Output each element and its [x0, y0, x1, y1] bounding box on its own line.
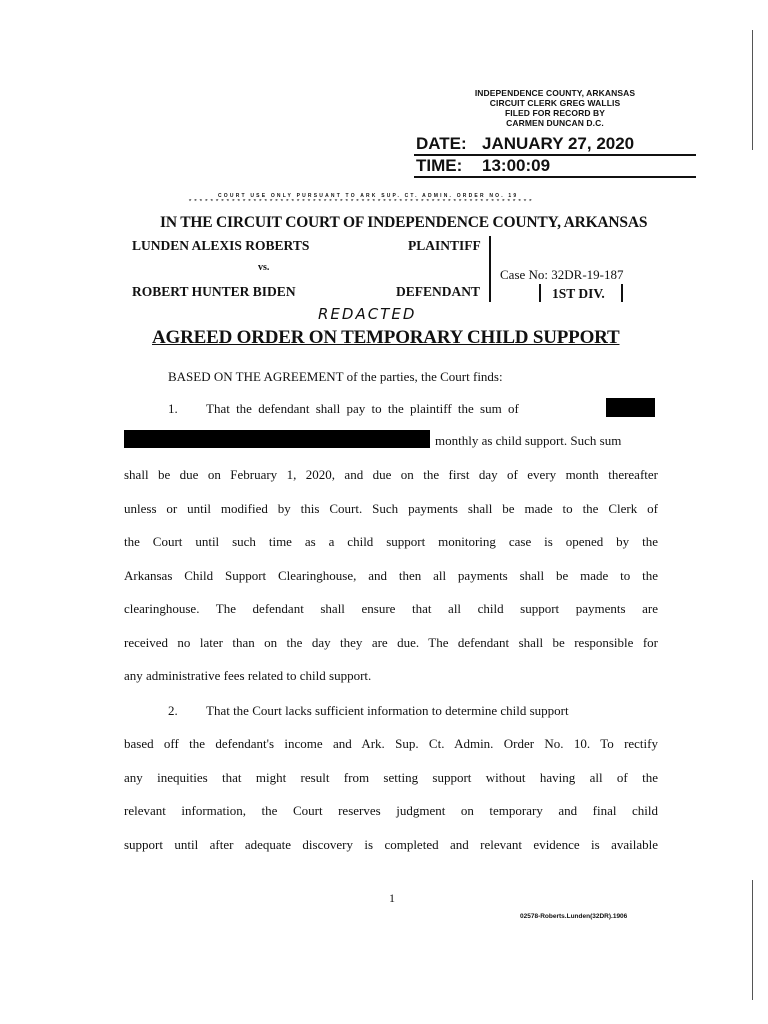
stamp-line-clerk: CIRCUIT CLERK GREG WALLIS [489, 98, 621, 108]
body-line: shall be due on February 1, 2020, and due on the first day of every month thereafter [124, 467, 658, 482]
star-divider: **************************************************************** [188, 199, 534, 207]
page-number: 1 [389, 891, 395, 905]
paragraph-1-line-1: That the defendant shall pay to the plaintiff the sum of [206, 401, 519, 416]
division: 1ST DIV. [552, 286, 605, 301]
time-label: TIME: [416, 156, 463, 175]
body-line: Arkansas Child Support Clearinghouse, and then all payments shall be made to the [124, 567, 658, 583]
body-line: unless or until modified by this Court. Such payments shall be made to the Clerk of [124, 500, 658, 516]
scan-edge-mark [752, 880, 753, 1000]
filing-time [416, 156, 550, 176]
body-line: clearinghouse. The defendant shall ensure that all child support payments are [124, 601, 658, 616]
plaintiff-name: LUNDEN ALEXIS ROBERTS [132, 238, 310, 253]
versus-label: vs. [258, 262, 270, 273]
stamp-line-county: INDEPENDENCE COUNTY, ARKANSAS [474, 88, 636, 98]
scan-edge-mark [752, 30, 753, 150]
body-line: any inequities that might result from setting support without having all of the [124, 769, 658, 785]
caption-divider [489, 236, 491, 302]
body-line: the Court until such time as a child support monitoring case is opened by the [124, 534, 658, 549]
paragraph-2-number: 2. [168, 703, 178, 718]
court-use-line: COURT USE ONLY PURSUANT TO ARK SUP. CT. ADMIN. ORDER NO. 19 [218, 193, 519, 199]
body-line: based off the defendant's income and Ark. Sup. Ct. Admin. Order No. 10. To rectify [124, 736, 658, 751]
time-value: 13:00:09 [482, 156, 551, 175]
filing-date [416, 134, 634, 154]
paragraph-1-number: 1. [168, 401, 178, 416]
division-bar-left [539, 284, 541, 302]
intro-text: BASED ON THE AGREEMENT of the parties, the Court finds: [168, 369, 503, 384]
court-heading: IN THE CIRCUIT COURT OF INDEPENDENCE COUNTY, ARKANSAS [160, 214, 648, 231]
plaintiff-label: PLAINTIFF [408, 238, 481, 253]
redaction-box-2 [124, 430, 430, 448]
body-line: any administrative fees related to child support. [124, 668, 372, 683]
body-line: relevant information, the Court reserves judgment on temporary and final child [124, 803, 658, 818]
division-bar-right [621, 284, 623, 302]
handwritten-redacted-note: REDACTED [318, 305, 417, 323]
case-number: Case No: 32DR-19-187 [500, 267, 624, 282]
document-title: AGREED ORDER ON TEMPORARY CHILD SUPPORT [152, 327, 620, 348]
clerk-filing-stamp [440, 88, 670, 128]
date-value: JANUARY 27, 2020 [482, 134, 635, 153]
date-label: DATE: [416, 134, 467, 153]
body-line: support until after adequate discovery is completed and relevant evidence is available [124, 836, 658, 852]
footer-document-id: 02578-Roberts.Lunden(32DR).1906 [520, 913, 628, 920]
body-line: received no later than on the day they are due. The defendant shall be responsible for [124, 634, 658, 650]
defendant-label: DEFENDANT [396, 284, 481, 299]
stamp-line-filed: FILED FOR RECORD BY [504, 108, 606, 118]
defendant-name: ROBERT HUNTER BIDEN [132, 284, 296, 299]
paragraph-1-line-2: monthly as child support. Such sum [435, 433, 622, 448]
paragraph-2-line-1: That the Court lacks sufficient information to determine child support [206, 703, 569, 718]
redaction-box-1 [606, 398, 655, 417]
time-underline [414, 176, 696, 178]
stamp-line-deputy: CARMEN DUNCAN D.C. [506, 118, 604, 128]
